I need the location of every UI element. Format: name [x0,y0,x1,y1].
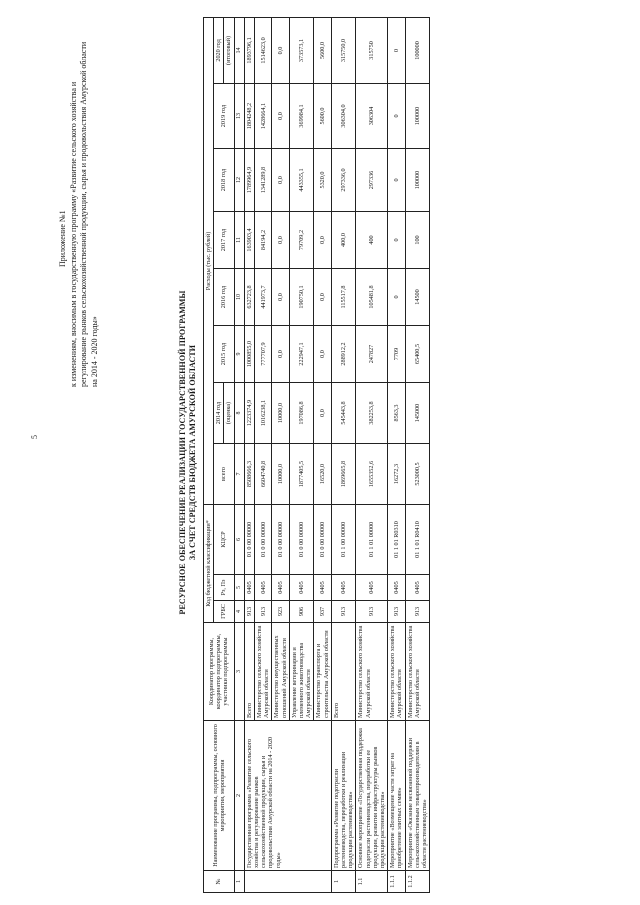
cell-total: 1869665,8 [331,444,356,505]
cell-grbs: 913 [331,601,356,623]
cell-v2020: 0,0 [272,17,289,83]
cell-v2014: 545443,8 [331,383,356,444]
cell-v2019: 369984,1 [289,84,314,149]
column-number: 1 [234,871,244,893]
cell-kcsr: 01 0 00 00000 [272,505,289,575]
cell-rzpr: 0405 [289,575,314,601]
cell-v2016: 14500 [405,269,430,326]
column-number: 4 [234,601,244,623]
cell-rzpr: 0405 [255,575,272,601]
column-number: 6 [234,505,244,575]
table-header-row-1 [204,17,214,892]
row-name: Основное мероприятие «Государственная поддержка подотрасли растениеводства, переработки ее продукции, развития инфраструктуры рынков продукции растениеводства» [356,721,388,871]
column-number: 3 [234,623,244,721]
cell-rzpr: 0405 [272,575,289,601]
cell-kcsr: 01 0 00 00000 [255,505,272,575]
cell-grbs: 923 [272,601,289,623]
cell-rzpr: 0405 [244,575,254,601]
header-2016: 2016 год [214,269,234,326]
cell-grbs: 913 [255,601,272,623]
cell-kcsr: 01 1 00 00000 [331,505,356,575]
cell-v2018: 297336 [356,149,388,212]
cell-v2017: 400,0 [331,212,356,269]
cell-v2020: 5600,0 [314,17,331,83]
row-coordinator: Министерство сельского хозяйства Амурской области [255,623,272,721]
row-coordinator: Министерство транспорта и строительства Амурской области [314,623,331,721]
cell-v2018: 1789964,9 [244,149,254,212]
document-heading-line-2: ЗА СЧЕТ СРЕДСТВ БЮДЖЕТА АМУРСКОЙ ОБЛАСТИ [188,344,197,561]
column-number: 11 [234,212,244,269]
row-name: Государственная программа «Развитие сельского хозяйства и регулирование рынков сельскохозяйственной продукции, сырья и продовольствия Амурской области на 2014 - 2020 годы» [244,721,331,871]
column-number: 13 [234,84,244,149]
cell-total: 16272,3 [388,444,405,505]
cell-v2017: 79709,2 [289,212,314,269]
cell-grbs: 913 [405,601,430,623]
cell-v2017: 84194,2 [255,212,272,269]
header-expenses: Расходы (тыс. рублей) [204,17,214,504]
header-rzpr: Рз, Пз [214,575,234,601]
row-number: 1.1.2 [405,871,430,893]
cell-v2017: 163903,4 [244,212,254,269]
cell-v2014: 382253,8 [356,383,388,444]
cell-rzpr: 0405 [314,575,331,601]
cell-v2017: 0 [388,212,405,269]
row-number: 1.1.1 [388,871,405,893]
table-row [356,17,388,892]
cell-v2015: 288912,2 [331,326,356,383]
page-number: 5 [30,435,39,439]
table-row [331,17,356,892]
cell-v2019: 306304,0 [331,84,356,149]
cell-v2019: 0,0 [272,84,289,149]
row-number [244,871,331,893]
column-number: 10 [234,269,244,326]
cell-grbs: 906 [289,601,314,623]
cell-v2016: 190750,1 [289,269,314,326]
cell-v2014: 145000 [405,383,430,444]
cell-v2015: 247827 [356,326,388,383]
column-number: 9 [234,326,244,383]
cell-rzpr: 0405 [405,575,430,601]
table-body [244,17,429,892]
cell-total: 8508666,3 [244,444,254,505]
appendix-text: к изменениям, вносимым в государственную программу «Развитие сельского хозяйства и регулирование рынков сельскохозяйственной продукции, сырья и продовольствия Амурской области на 2014 - 2020 годы» [68,41,99,387]
row-coordinator: Министерство имущественных отношений Амурской области [272,623,289,721]
cell-v2019: 1804248,2 [244,84,254,149]
header-2015: 2015 год [214,326,234,383]
cell-kcsr: 01 0 00 00000 [314,505,331,575]
cell-v2018: 0 [388,149,405,212]
cell-v2014: 0,0 [314,383,331,444]
row-coordinator: Управление ветеринарии и племенного животноводства Амурской области [289,623,314,721]
row-coordinator: Всего [331,623,356,721]
cell-rzpr: 0405 [356,575,388,601]
document-heading-line-1: РЕСУРСНОЕ ОБЕСПЕЧЕНИЕ РЕАЛИЗАЦИИ ГОСУДАРСТВЕННОЙ ПРОГРАММЫ [178,290,187,615]
cell-v2014: 197086,8 [289,383,314,444]
cell-v2015: 7709 [388,326,405,383]
cell-v2015: 0,0 [272,326,289,383]
cell-kcsr: 01 1 01 00000 [356,505,388,575]
row-name: Мероприятие «Возмещение части затрат на приобретение элитных семян» [388,721,405,871]
cell-grbs: 913 [388,601,405,623]
header-coordinator: Координатор программы, координатор подпрограммы, участники подпрограммы [204,623,235,721]
cell-v2020: 373573,1 [289,17,314,83]
cell-v2019: 306304 [356,84,388,149]
cell-v2017: 0,0 [272,212,289,269]
cell-v2016: 0,0 [272,269,289,326]
header-total: всего [214,444,234,505]
cell-v2017: 0,0 [314,212,331,269]
cell-rzpr: 0405 [388,575,405,601]
column-number: 8 [234,383,244,444]
cell-v2014: 8563,3 [388,383,405,444]
cell-v2018: 0,0 [272,149,289,212]
cell-v2016: 105481,8 [356,269,388,326]
cell-v2020: 315750,0 [331,17,356,83]
cell-total: 1877405,5 [289,444,314,505]
cell-kcsr: 01 1 01 R0410 [405,505,430,575]
header-name: Наименование программы, подпрограммы, основного мероприятия, мероприятия [204,721,235,871]
cell-total: 1655352,6 [356,444,388,505]
cell-v2014: 10000,0 [272,383,289,444]
table-row [244,17,254,892]
cell-kcsr: 01 0 00 00000 [244,505,254,575]
table-row [388,17,405,892]
appendix-title: Приложение №1 [58,210,67,267]
cell-total: 6604740,8 [255,444,272,505]
cell-v2016: 632723,8 [244,269,254,326]
column-number: 2 [234,721,244,871]
column-number: 12 [234,149,244,212]
cell-v2020: 0 [388,17,405,83]
cell-total: 16520,0 [314,444,331,505]
cell-v2017: 100 [405,212,430,269]
cell-v2017: 400 [356,212,388,269]
cell-v2019: 5600,0 [314,84,331,149]
cell-v2020: 100000 [405,17,430,83]
header-2020: 2020 год [214,17,224,83]
column-number-row [234,17,244,892]
cell-kcsr: 01 1 01 R0310 [388,505,405,575]
header-2020-note: (итоговый) [224,17,234,83]
row-coordinator: Министерство сельского хозяйства Амурской области [405,623,430,721]
row-name: Подпрограмма «Развитие подотрасли растениеводства, переработки и реализации продукции растениеводства» [331,721,356,871]
cell-rzpr: 0405 [331,575,356,601]
column-number: 7 [234,444,244,505]
cell-v2014: 1223374,9 [244,383,254,444]
header-grbs: ГРБС [214,601,234,623]
cell-v2018: 443355,1 [289,149,314,212]
cell-total: 10000,0 [272,444,289,505]
header-kcsr: КЦСР [214,505,234,575]
cell-v2015: 65400,5 [405,326,430,383]
row-name: Мероприятие «Оказание несвязанной поддержки сельскохозяйственным товаропроизводителям в области растениеводства» [405,721,430,871]
row-coordinator: Министерство сельского хозяйства Амурской области [356,623,388,721]
cell-v2018: 100000 [405,149,430,212]
header-code-group: Код бюджетной классификации* [204,505,214,623]
cell-v2016: 0,0 [314,269,331,326]
header-2014: 2014 год [214,383,224,444]
cell-v2019: 0 [388,84,405,149]
column-number: 5 [234,575,244,601]
row-number: 1.1 [356,871,388,893]
header-2018: 2018 год [214,149,234,212]
row-coordinator: Министерство сельского хозяйства Амурской области [388,623,405,721]
cell-kcsr: 01 0 00 00000 [289,505,314,575]
cell-v2016: 441973,7 [255,269,272,326]
cell-v2019: 1428664,1 [255,84,272,149]
resource-table [203,17,430,893]
cell-v2015: 777707,9 [255,326,272,383]
cell-v2015: 1000855,0 [244,326,254,383]
cell-v2015: 0,0 [314,326,331,383]
cell-v2016: 0 [388,269,405,326]
cell-v2018: 297336,0 [331,149,356,212]
row-coordinator: Всего [244,623,254,721]
cell-grbs: 913 [244,601,254,623]
cell-grbs: 937 [314,601,331,623]
cell-v2020: 315750 [356,17,388,83]
cell-v2018: 1341289,8 [255,149,272,212]
cell-grbs: 913 [356,601,388,623]
header-no: № [204,871,235,893]
cell-total: 523000,5 [405,444,430,505]
cell-v2016: 115517,8 [331,269,356,326]
cell-v2020: 1514623,0 [255,17,272,83]
header-2014-note: (оценка) [224,383,234,444]
cell-v2014: 1016238,1 [255,383,272,444]
cell-v2020: 1893796,1 [244,17,254,83]
appendix-block [58,35,100,387]
cell-v2015: 222947,1 [289,326,314,383]
header-2019: 2019 год [214,84,234,149]
row-number: 1 [331,871,356,893]
cell-v2019: 100000 [405,84,430,149]
table-row [405,17,430,892]
column-number: 14 [234,17,244,83]
cell-v2018: 5320,0 [314,149,331,212]
header-2017: 2017 год [214,212,234,269]
